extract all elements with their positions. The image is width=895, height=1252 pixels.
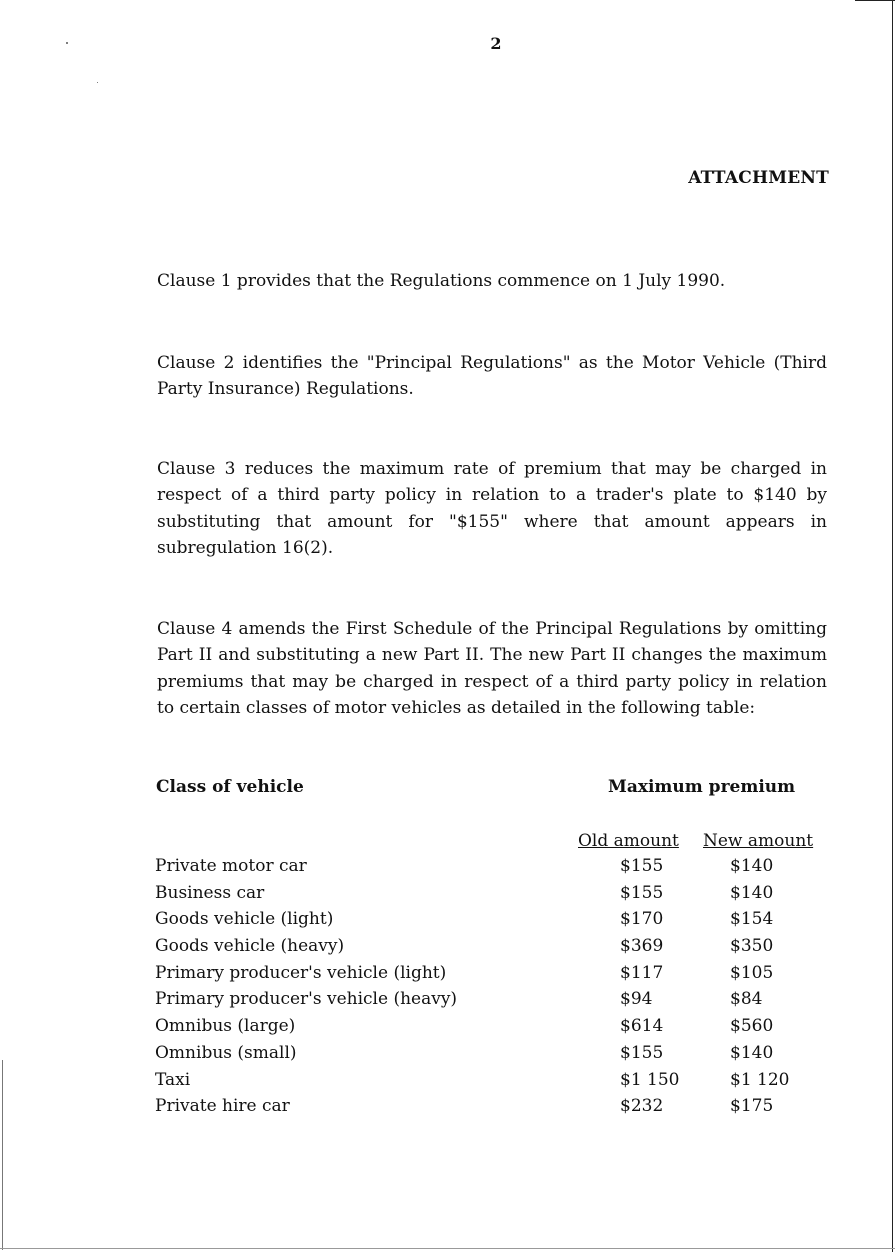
table-row bbox=[155, 1043, 835, 1070]
vehicle-class: Goods vehicle (heavy) bbox=[155, 936, 345, 957]
vehicle-class: Omnibus (small) bbox=[155, 1042, 297, 1063]
old-amount: $1 150 bbox=[620, 1069, 680, 1090]
new-amount: $84 bbox=[730, 989, 763, 1010]
vehicle-class: Primary producer's vehicle (light) bbox=[155, 962, 447, 983]
old-amount: $170 bbox=[620, 909, 664, 930]
new-amount-header: New amount bbox=[703, 831, 814, 851]
scan-speck bbox=[97, 82, 98, 83]
new-amount: $140 bbox=[730, 882, 774, 903]
new-amount: $350 bbox=[730, 936, 774, 957]
table-row bbox=[155, 936, 835, 963]
new-amount: $140 bbox=[730, 856, 774, 876]
old-amount: $614 bbox=[620, 1016, 664, 1037]
old-amount: $94 bbox=[620, 989, 653, 1010]
old-amount: $369 bbox=[620, 936, 664, 957]
vehicle-class: Taxi bbox=[155, 1069, 191, 1090]
table-row bbox=[155, 1096, 835, 1123]
scan-edge-right bbox=[892, 0, 893, 1252]
vehicle-class: Private hire car bbox=[155, 1096, 290, 1117]
vehicle-class: Private motor car bbox=[155, 856, 307, 876]
vehicle-class: Goods vehicle (light) bbox=[155, 909, 334, 930]
class-of-vehicle-header: Class of vehicle bbox=[156, 777, 304, 797]
old-amount-header: Old amount bbox=[578, 831, 679, 851]
new-amount: $175 bbox=[730, 1096, 774, 1117]
vehicle-class: Business car bbox=[155, 882, 265, 903]
clause-3-paragraph: Clause 3 reduces the maximum rate of premium that may be charged in respect of a third party policy in relation to a trader's plate to $140 by substituting that amount for "$155" where that amount appears in subregulation 16(2). bbox=[157, 459, 827, 558]
scan-edge-bottom bbox=[0, 1248, 895, 1249]
table-row bbox=[155, 1016, 835, 1043]
table-row bbox=[155, 909, 835, 936]
vehicle-class: Omnibus (large) bbox=[155, 1016, 296, 1037]
new-amount: $560 bbox=[730, 1016, 774, 1037]
table-row bbox=[155, 883, 835, 910]
table-row bbox=[155, 856, 835, 883]
scan-edge-left bbox=[2, 1060, 3, 1250]
old-amount: $117 bbox=[620, 962, 664, 983]
vehicle-class: Primary producer's vehicle (heavy) bbox=[155, 989, 458, 1010]
table-row bbox=[155, 1070, 835, 1097]
old-amount: $155 bbox=[620, 1042, 664, 1063]
new-amount: $154 bbox=[730, 909, 774, 930]
table-row bbox=[155, 989, 835, 1016]
new-amount: $105 bbox=[730, 962, 774, 983]
scan-edge-top bbox=[855, 0, 895, 1]
premium-table bbox=[155, 856, 835, 1123]
old-amount: $155 bbox=[620, 882, 664, 903]
table-row bbox=[155, 963, 835, 990]
attachment-heading: ATTACHMENT bbox=[688, 168, 829, 188]
old-amount: $232 bbox=[620, 1096, 664, 1117]
clause-2-paragraph: Clause 2 identifies the "Principal Regulations" as the Motor Vehicle (Third Party Insurance) Regulations. bbox=[157, 353, 827, 400]
clause-4-paragraph: Clause 4 amends the First Schedule of the Principal Regulations by omitting Part II and substituting a new Part II. The new Part II changes the maximum premiums that may be charged in respect of a third party policy in relation to certain classes of motor vehicles as detailed in the following table: bbox=[157, 619, 827, 718]
clause-1-paragraph: Clause 1 provides that the Regulations commence on 1 July 1990. bbox=[157, 271, 726, 291]
page-number: 2 bbox=[490, 34, 502, 53]
old-amount: $155 bbox=[620, 856, 664, 876]
maximum-premium-header: Maximum premium bbox=[608, 777, 796, 797]
new-amount: $1 120 bbox=[730, 1069, 790, 1090]
new-amount: $140 bbox=[730, 1042, 774, 1063]
scan-speck bbox=[66, 42, 68, 44]
